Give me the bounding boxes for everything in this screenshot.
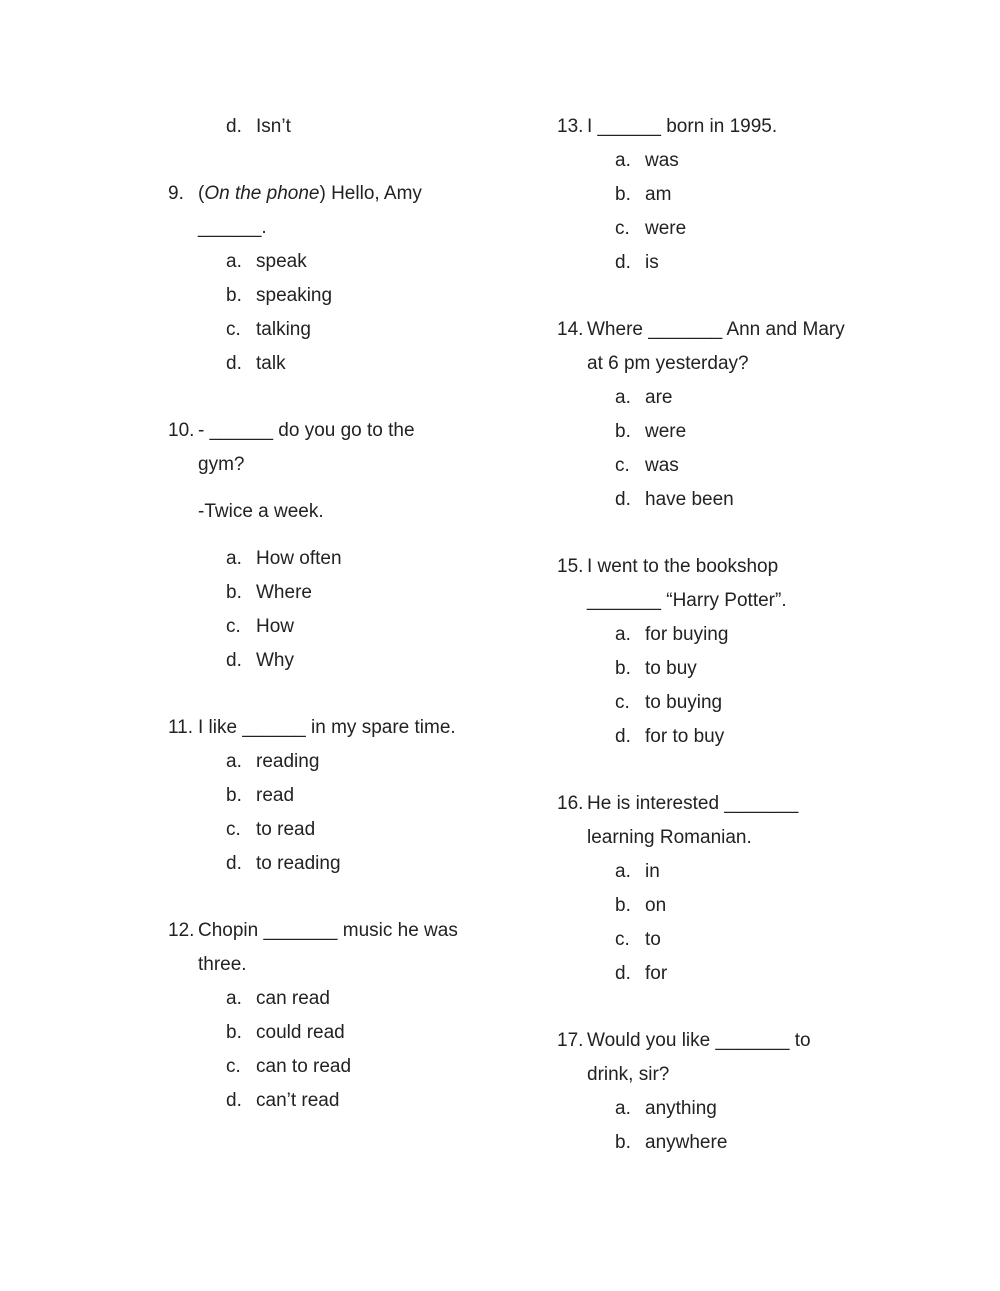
option-letter: c. (615, 929, 630, 950)
right-column (557, 110, 877, 1160)
left-column (168, 110, 498, 1118)
option-letter: b. (615, 658, 631, 679)
option-15d[interactable] (615, 720, 877, 754)
option-11b[interactable] (226, 779, 498, 813)
question-13 (557, 110, 877, 280)
option-text: How (256, 616, 295, 637)
option-11c[interactable] (226, 813, 498, 847)
question-text-continued: _______ “Harry Potter”. (587, 590, 787, 611)
option-letter: d. (226, 116, 242, 137)
question-text: Where _______ Ann and Mary (587, 319, 845, 340)
question-10 (168, 414, 498, 678)
option-text: Why (256, 650, 294, 671)
option-13d[interactable] (615, 246, 877, 280)
answer-options (168, 982, 498, 1118)
option-letter: b. (615, 184, 631, 205)
option-text: speak (256, 251, 307, 272)
answer-options (557, 855, 877, 991)
option-letter: c. (615, 692, 630, 713)
option-letter: b. (226, 1022, 242, 1043)
question-number: 14. (557, 319, 584, 340)
question-text: I like ______ in my spare time. (198, 717, 456, 738)
option-letter: c. (226, 319, 241, 340)
option-text: talk (256, 353, 286, 374)
option-letter: a. (615, 861, 631, 882)
answer-options (557, 381, 877, 517)
option-text: for to buy (645, 726, 725, 747)
option-text: are (645, 387, 673, 408)
option-text: to (645, 929, 661, 950)
option-16d[interactable] (615, 957, 877, 991)
option-text: Isn’t (256, 116, 291, 137)
question-number: 12. (168, 920, 195, 941)
option-16a[interactable] (615, 855, 877, 889)
option-letter: d. (615, 726, 631, 747)
option-letter: a. (615, 1098, 631, 1119)
option-letter: b. (615, 895, 631, 916)
option-letter: b. (226, 285, 242, 306)
question-text: I went to the bookshop (587, 556, 779, 577)
question-15 (557, 550, 877, 754)
option-8d[interactable] (226, 110, 498, 144)
option-text: anywhere (645, 1132, 728, 1153)
option-10a[interactable] (226, 542, 498, 576)
question-number: 13. (557, 116, 584, 137)
option-letter: b. (226, 582, 242, 603)
option-text: for (645, 963, 668, 984)
option-text: to buying (645, 692, 723, 713)
option-letter: a. (226, 548, 242, 569)
question-16 (557, 787, 877, 991)
option-letter: d. (615, 252, 631, 273)
question-11 (168, 711, 498, 881)
option-text: to reading (256, 853, 341, 874)
option-text: anything (645, 1098, 717, 1119)
option-9d[interactable] (226, 347, 498, 381)
option-letter: d. (615, 489, 631, 510)
italic-note: On the phone (204, 183, 320, 204)
question-12 (168, 914, 498, 1118)
option-letter: d. (226, 853, 242, 874)
option-letter: b. (615, 421, 631, 442)
option-text: is (645, 252, 659, 273)
option-letter: a. (226, 751, 242, 772)
option-11d[interactable] (226, 847, 498, 881)
option-11a[interactable] (226, 745, 498, 779)
answer-options (557, 144, 877, 280)
option-text: Where (256, 582, 312, 603)
option-text: am (645, 184, 672, 205)
option-14d[interactable] (615, 483, 877, 517)
option-letter: a. (615, 150, 631, 171)
question-text-continued: three. (198, 954, 247, 975)
option-letter: c. (615, 218, 630, 239)
option-12a[interactable] (226, 982, 498, 1016)
option-letter: d. (226, 1090, 242, 1111)
option-letter: a. (226, 988, 242, 1009)
option-letter: c. (615, 455, 630, 476)
question-text: He is interested _______ (587, 793, 799, 814)
question-text-continued: drink, sir? (587, 1064, 670, 1085)
option-letter: d. (226, 353, 242, 374)
option-text: on (645, 895, 667, 916)
option-9c[interactable] (226, 313, 498, 347)
question-number: 17. (557, 1030, 584, 1051)
answer-options (168, 542, 498, 678)
option-letter: c. (226, 819, 241, 840)
option-text: can read (256, 988, 330, 1009)
option-text: can to read (256, 1056, 352, 1077)
option-text: was (645, 150, 679, 171)
question-9 (168, 177, 498, 381)
option-text: were (645, 421, 687, 442)
option-15a[interactable] (615, 618, 877, 652)
option-9a[interactable] (226, 245, 498, 279)
option-letter: a. (615, 387, 631, 408)
question-text-continued: ______. (198, 217, 267, 238)
question-text: - ______ do you go to the (198, 420, 415, 441)
option-text: was (645, 455, 679, 476)
option-letter: c. (226, 616, 241, 637)
question-text: (On the phone) Hello, Amy (198, 183, 422, 204)
option-text: read (256, 785, 295, 806)
option-13a[interactable] (615, 144, 877, 178)
option-text: How often (256, 548, 342, 569)
option-letter: a. (226, 251, 242, 272)
answer-options (557, 618, 877, 754)
dialogue-response: -Twice a week. (198, 501, 324, 522)
option-10d[interactable] (226, 644, 498, 678)
question-number: 9. (168, 183, 184, 204)
option-text: have been (645, 489, 734, 510)
question-text: Chopin _______ music he was (198, 920, 458, 941)
question-text-continued: learning Romanian. (587, 827, 752, 848)
option-text: in (645, 861, 660, 882)
option-letter: d. (615, 963, 631, 984)
option-14c[interactable] (615, 449, 877, 483)
question-text-continued: at 6 pm yesterday? (587, 353, 749, 374)
option-text: for buying (645, 624, 729, 645)
option-10c[interactable] (226, 610, 498, 644)
option-letter: b. (226, 785, 242, 806)
option-letter: b. (615, 1132, 631, 1153)
option-14a[interactable] (615, 381, 877, 415)
answer-options (168, 245, 498, 381)
question-number: 10. (168, 420, 195, 441)
question-14 (557, 313, 877, 517)
option-text: were (645, 218, 687, 239)
option-text: talking (256, 319, 311, 340)
answer-options (168, 745, 498, 881)
question-number: 16. (557, 793, 584, 814)
carry-over-options (168, 110, 498, 144)
option-text: to read (256, 819, 316, 840)
option-15c[interactable] (615, 686, 877, 720)
option-16c[interactable] (615, 923, 877, 957)
option-text: can’t read (256, 1090, 340, 1111)
question-17 (557, 1024, 877, 1160)
option-letter: d. (226, 650, 242, 671)
option-12c[interactable] (226, 1050, 498, 1084)
option-text: speaking (256, 285, 333, 306)
option-text: to buy (645, 658, 697, 679)
option-text: could read (256, 1022, 345, 1043)
option-15b[interactable] (615, 652, 877, 686)
question-text: I ______ born in 1995. (587, 116, 778, 137)
option-14b[interactable] (615, 415, 877, 449)
question-number: 15. (557, 556, 584, 577)
option-17a[interactable] (615, 1092, 877, 1126)
option-10b[interactable] (226, 576, 498, 610)
option-letter: c. (226, 1056, 241, 1077)
option-17b[interactable] (615, 1126, 877, 1160)
answer-options (557, 1092, 877, 1160)
question-text-continued: gym? (198, 454, 245, 475)
question-number: 11. (168, 717, 194, 738)
option-16b[interactable] (615, 889, 877, 923)
option-13b[interactable] (615, 178, 877, 212)
option-13c[interactable] (615, 212, 877, 246)
option-12b[interactable] (226, 1016, 498, 1050)
option-12d[interactable] (226, 1084, 498, 1118)
option-9b[interactable] (226, 279, 498, 313)
option-letter: a. (615, 624, 631, 645)
option-text: reading (256, 751, 320, 772)
question-text: Would you like _______ to (587, 1030, 811, 1051)
